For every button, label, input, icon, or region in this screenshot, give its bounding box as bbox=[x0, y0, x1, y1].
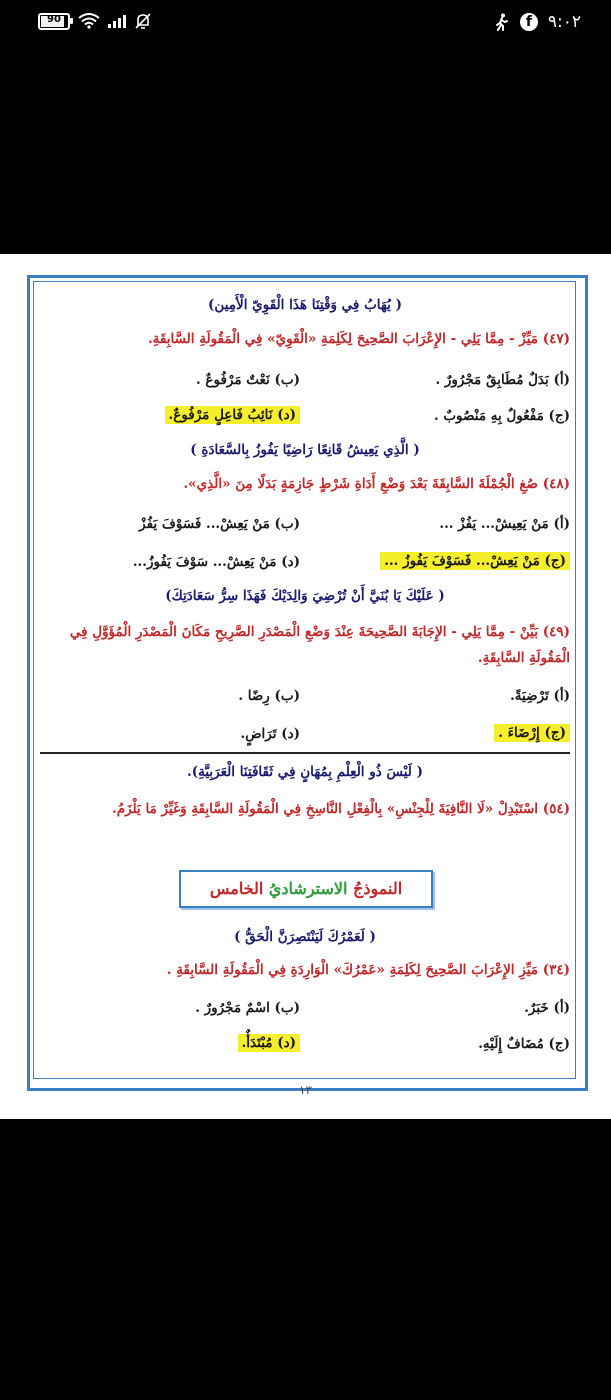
page-number: ١٣ bbox=[299, 1083, 312, 1097]
status-bar bbox=[0, 0, 611, 50]
status-left bbox=[38, 12, 152, 30]
page-frame-inner bbox=[33, 281, 576, 1079]
q47-option-b: (ب) نَعْتٌ مَرْفُوعٌ . bbox=[196, 372, 300, 388]
q47-option-a: (أ) بَدَلٌ مُطَابِقٌ مَجْرُورٌ . bbox=[435, 372, 570, 388]
q34-option-a: (أ) خَبَرٌ. bbox=[524, 1000, 570, 1016]
section-title-part-3: الخامس bbox=[209, 879, 269, 898]
document-page bbox=[0, 254, 611, 1119]
quote-3: ( عَلَيْكَ يَا بُنَيَّ أَنْ تُرْضِيَ وَالِدَيْكَ فَهَذَا سِرُّ سَعَادَتِكَ) bbox=[165, 588, 445, 604]
question-49-line-1: (٤٩) بَيِّنْ - مِمَّا يَلِي - الإِجَابَةَ الصَّحِيحَةَ عِنْدَ وَضْعِ الْمَصْدَرِ الصَّرِيحِ مَكَانَ الْمَصْدَرِ الْمُؤَوَّلِ فِي bbox=[69, 624, 570, 640]
quote-5: ( لَعَمْرُكَ لَيَنْتَصِرَنَّ الْحَقُّ ) bbox=[234, 929, 376, 945]
status-time: ٩:٠٢ bbox=[547, 12, 581, 32]
wifi-icon bbox=[78, 13, 100, 29]
q48-option-a: (أ) مَنْ يَعِيشْ... يَفُزْ ... bbox=[439, 516, 570, 532]
q47-option-c: (ج) مَفْعُولٌ بِهِ مَنْصُوبٌ . bbox=[433, 408, 570, 424]
section-divider bbox=[40, 752, 570, 754]
status-right bbox=[494, 12, 581, 32]
section-title-part-1: النموذجُ bbox=[347, 879, 403, 898]
question-47: (٤٧) مَيِّزْ - مِمَّا يَلِي - الإِعْرَابَ الصَّحِيحَ لِكَلِمَةِ «الْقَوِيّ» فِي الْمَقُولَةِ السَّابِقَةِ. bbox=[147, 331, 570, 347]
battery-level: 90 bbox=[47, 13, 61, 25]
q48-option-c: (ج) مَنْ يَعِشْ... فَسَوْفَ يَفُوزُ ... bbox=[380, 552, 570, 570]
q48-option-b: (ب) مَنْ يَعِشْ... فَسَوْفَ يَفُزْ bbox=[139, 516, 300, 532]
section-title-part-2: الاسترشاديُ bbox=[268, 879, 348, 898]
question-48: (٤٨) صُغِ الْجُمْلَةَ السَّابِقَةَ بَعْدَ وَضْعِ أَدَاةِ شَرْطٍ جَازِمَةٍ بَدَلًا مِنَ «الَّذِي». bbox=[183, 476, 570, 492]
q47-option-d: (د) نَائِبُ فَاعِلٍ مَرْفُوعٌ. bbox=[165, 406, 300, 424]
q34-option-d: (د) مُبْتَدَأٌ. bbox=[238, 1034, 300, 1052]
q48-option-d: (د) مَنْ يَعِشْ... سَوْفَ يَفُوزُ... bbox=[132, 554, 300, 570]
quote-1: ( يُهَابُ فِي وَقْتِنَا هَذَا الْقَوِيّ الْأَمِين) bbox=[208, 297, 402, 313]
q49-option-b: (ب) رِضًا . bbox=[238, 688, 300, 704]
question-34: (٣٤) مَيِّزِ الإِعْرَابَ الصَّحِيحَ لِكَلِمَةِ «عَمْرُكَ» الْوَارِدَةِ فِي الْمَقُولَةِ السَّابِقَةِ . bbox=[166, 962, 570, 978]
q34-option-c: (ج) مُضَافٌ إِلَيْهِ. bbox=[478, 1036, 570, 1052]
notifications-off-icon bbox=[134, 12, 152, 30]
battery-icon bbox=[38, 13, 70, 30]
section-title bbox=[179, 870, 433, 908]
q49-option-c: (ج) إِرْضَاءَ . bbox=[494, 724, 570, 742]
signal-icon bbox=[108, 14, 126, 28]
q49-option-d: (د) تَرَاضٍ. bbox=[240, 726, 300, 742]
quote-2: ( الَّذِي يَعِيشُ قَانِعًا رَاضِيًا يَفُوزُ بِالسَّعَادَةِ ) bbox=[190, 442, 420, 458]
quote-4: ( لَيْسَ ذُو الْعِلْمِ بِمُهَانٍ فِي ثَقَافَتِنَا الْعَرَبِيَّةِ). bbox=[187, 764, 423, 780]
facebook-icon: f bbox=[520, 13, 538, 31]
q34-option-b: (ب) اسْمٌ مَجْرُورٌ . bbox=[195, 1000, 300, 1016]
question-54: (٥٤) اسْتَبْدِلْ «لَا النَّافِيَةَ لِلْجِنْسِ» بِالْفِعْلِ النَّاسِخِ فِي الْمَقُولَةِ السَّابِقَةِ وَغَيِّرْ مَا يَلْزَمُ. bbox=[112, 801, 570, 817]
walking-icon bbox=[494, 13, 510, 31]
q49-option-a: (أ) تَرْضِيَةً. bbox=[510, 688, 570, 704]
question-49-line-2: الْمَقُولَةِ السَّابِقَةِ. bbox=[477, 650, 570, 666]
